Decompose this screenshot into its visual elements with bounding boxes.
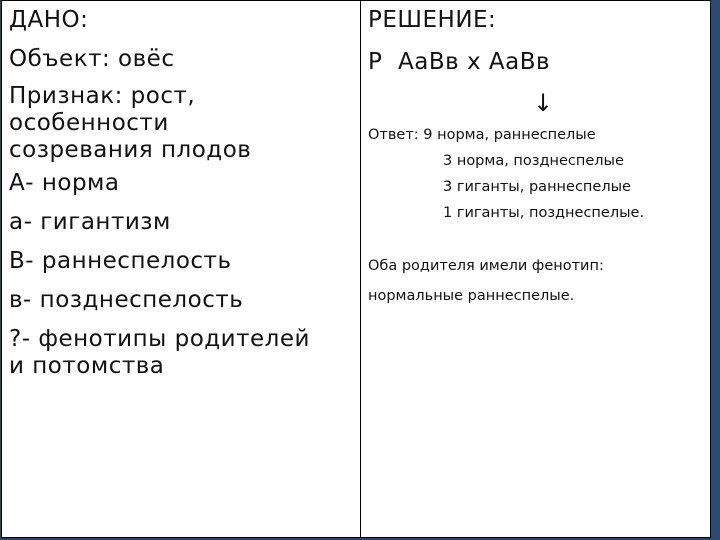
solution-title: РЕШЕНИЕ: — [368, 7, 497, 33]
given-trait-line: Признак: рост, — [9, 83, 196, 109]
allele-b-recessive: в- позднеспелость — [9, 287, 244, 313]
answer-line-4: 1 гиганты, позднеспелые. — [443, 205, 645, 221]
allele-b-dominant: В- раннеспелость — [9, 248, 232, 274]
conclusion-line-2: нормальные раннеспелые. — [368, 288, 575, 304]
given-panel — [1, 0, 361, 538]
down-arrow-icon: ↓ — [533, 89, 554, 117]
given-text-block — [9, 7, 359, 380]
given-object-line: Объект: овёс — [9, 46, 175, 72]
cross-formula: Р АаВв х АаВв — [368, 49, 551, 75]
question-line-2: и потомства — [9, 353, 165, 379]
solution-panel — [360, 0, 711, 538]
answer-line-3: 3 гиганты, раннеспелые — [443, 179, 631, 195]
given-trait-line-3: созревания плодов — [9, 137, 252, 163]
answer-line-1: Ответ: 9 норма, раннеспелые — [368, 127, 596, 143]
conclusion-line-1: Оба родителя имели фенотип: — [368, 258, 604, 274]
slide-right-edge — [711, 0, 720, 540]
answer-line-2: 3 норма, позднеспелые — [443, 153, 624, 169]
given-title: ДАНО: — [9, 7, 89, 33]
allele-a-dominant: А- норма — [9, 170, 120, 196]
given-trait-line-2: особенности — [9, 110, 169, 136]
allele-a-recessive: а- гигантизм — [9, 209, 171, 235]
question-line: ?- фенотипы родителей — [9, 326, 310, 352]
